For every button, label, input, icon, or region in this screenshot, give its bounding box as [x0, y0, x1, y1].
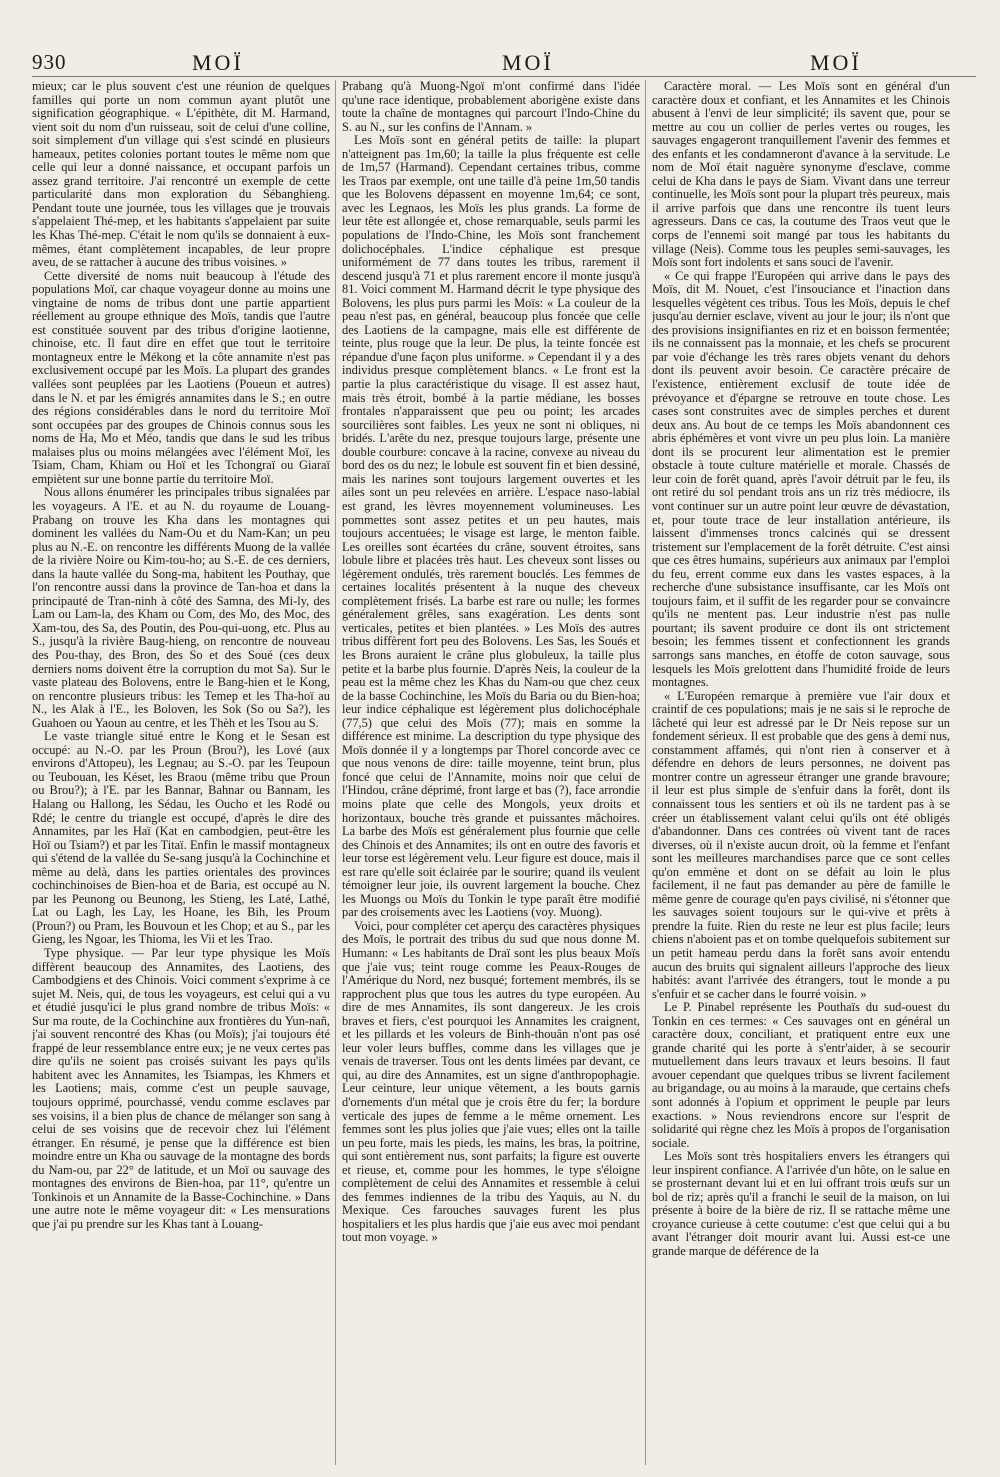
header-rule: [32, 76, 976, 77]
paragraph: Les Moïs sont très hospitaliers envers les étrangers qui leur inspirent confiance. A l'arrivée d'un hôte, on le salue en se prosternant devant lui et en lui offrant trois œufs sur un bol de riz; après qu'il a franchi le seuil de la maison, on lui présente à boire de la bière de riz. Il se rattache même une croyance curieuse à cette coutume: c'est que celui qui a bu avant l'étranger doit mourir avant lui. Aussi est-ce une grande marque de déférence de la: [652, 1149, 950, 1259]
paragraph: Prabang qu'à Muong-Ngoï m'ont confirmé dans l'idée qu'une race identique, probablement aborigène existe dans toute la chaîne de montagnes qui parcourt l'Indo-Chine du S. au N., sur les confins de l'Annam. »: [342, 80, 640, 134]
paragraph: Caractère moral. — Les Moïs sont en général d'un caractère doux et confiant, et les Annamites et les Chinois abusent à l'envi de leur simplicité; ils savent que, pour se mettre au cou un collier de perles vertes ou rouges, les sauvages engageront tranquillement l'avenir des femmes et des enfants et les condamneront d'avance à la servitude. Le nom de Moï était naguère synonyme d'esclave, comme celui de Kha dans le pays de Siam. Vivant dans une terreur continuelle, les Moïs sont pour la plupart très peureux, mais il arrive parfois que dans une rencontre ils tuent leurs agresseurs. Dans ce cas, la coutume des Traos veut que le corps de l'ennemi soit mangé par tous les habitants du village (Neis). Comme tous les peuples semi-sauvages, les Moïs sont fort indolents et sans souci de l'avenir.: [652, 80, 950, 270]
paragraph: « Ce qui frappe l'Européen qui arrive dans le pays des Moïs, dit M. Nouet, c'est l'insouciance et l'inaction dans lesquelles végètent ces tribus. Tous les Moïs, depuis le chef jusqu'au dernier esclave, vivent au jour le jour; ils n'ont que des provisions insignifiantes en riz et en boisson fermentée; ils ne connaissent pas la monnaie, et les chefs se procurent par voie d'échange les très rares objets venant du dehors dont ils peuvent avoir besoin. Ce caractère précaire de l'existence, entièrement exclusif de toute idée de prévoyance et d'épargne se retrouve en toute chose. Les cases sont construites avec de simples perches et durent deux ans. Au bout de ce temps les Moïs abandonnent ces abris éphémères et vont vivre un peu plus loin. La manière dont ils se procurent leur alimentation est le premier obstacle à toute culture matérielle et morale. Chassés de leur coin de forêt quand, après l'avoir détruit par le feu, ils ont retiré du sol pendant trois ans un riz très médiocre, ils vont continuer sur un autre point leur œuvre de dévastation, et, pour toute trace de leur installation antérieure, ils laissent d'immenses troncs calcinés qui se dressent tristement sur l'emplacement de la forêt détruite. C'est ainsi que ces êtres humains, supérieurs aux animaux par l'emploi du feu, errent comme eux dans les vastes espaces, à la recherche d'une subsistance insuffisante, car les Moïs ont toujours faim, et il suffit de les regarder pour se convaincre qu'ils ne mentent pas. Leur industrie n'est pas nulle pourtant; ils savent produire ce dont ils ont strictement besoin; les femmes tissent et confectionnent les grands sarrongs sans manches, en étoffe de coton sauvage, sous lesquels les Moïs grelottent dans l'humidité froide de leurs montagnes.: [652, 268, 950, 690]
paragraph: Le vaste triangle situé entre le Kong et le Sesan est occupé: au N.-O. par les Proun (Brou?), les Lové (aux environs d'Attopeu), les Legnau; au S.-O. par les Teupoun ou Teubouan, les Késet, les Braou (même tribu que Proun ou Brou?); à l'E. par les Bannar, Bahnar ou Bannam, les Halang ou Hallong, les Sédau, les Oucho et les Rodé ou Rdé; le centre du triangle est occupé, d'après le dire des Annamites, par les Haï (Kat en cambodgien, peut-être les Hoï ou Tsiam?) et par les Titaï. Enfin le massif montagneux qui s'étend de la vallée du Se-sang jusqu'à la Cochinchine et même au delà, dans les parties orientales des provinces cochinchinoises de Bien-hoa et de Baria, est occupé au N. par les Peunong ou Beunong, les Stieng, les Laté, Lathé, Lat ou Lagh, les Lay, les Hoane, les Bih, les Proum (Proun?) ou Pram, les Bouvoun et les Chop; et au S., par les Gieng, les Ngoar, les Thioma, les Vii et les Trao.: [32, 729, 330, 947]
paragraph: Les Moïs sont en général petits de taille: la plupart n'atteignent pas 1m,60; la taille la plus fréquente est celle de 1m,57 (Harmand). Cependant certaines tribus, comme les Traos par exemple, ont une taille d'à peine 1m,50 tandis que les Bolovens dépassent en moyenne 1m,64; ce sont, avec les Legnaos, les Moïs les plus grands. La forme de leur tête est allongée et, chose remarquable, seuls parmi les populations de l'Indo-Chine, les Moïs sont franchement dolichocéphales. L'indice céphalique est presque uniformément de 77 dans toutes les tribus, rarement il descend jusqu'à 71 et plus rarement encore il monte jusqu'à 81. Voici comment M. Harmand décrit le type physique des Bolovens, les plus purs parmi les Moïs: « La couleur de la peau n'est pas, en général, beaucoup plus foncée que celle des Laotiens de la campagne, mais elle est différente de teinte, plus rouge que la leur. De plus, la teinte foncée est répandue d'une façon plus uniforme. » Cependant il y a des individus presque complètement blancs. « Le front est la partie la plus caractéristique du visage. Il est assez haut, mais très étroit, bombé à la partie médiane, les bosses frontales n'apparaissent que peu ou point; les arcades sourcilières sont faibles. Les yeux ne sont ni obliques, ni bridés. L'arête du nez, presque toujours large, présente une double courbure: concave à la racine, convexe au niveau du bord des os du nez; le lobule est souvent fin et bien dessiné, mais les narines sont toujours largement ouvertes et les ailes sont un peu relevées en arrière. L'espace naso-labial est grand, les lèvres moyennement volumineuses. Les pommettes sont assez petites et un peu hautes, mais toujours accentuées; le visage est large, le menton faible. Les oreilles sont écartées du crâne, souvent étroites, sans lobule libre et placées très haut. Les cheveux sont lisses ou légèrement ondulés, très rarement bouclés. Les femmes de certaines localités présentent à la nuque des cheveux complètement frisés. La barbe est rare ou nulle; les formes généralement grêles, sans exagération. Les dents sont verticales, petites et bien plantées. » Les Moïs des autres tribus diffèrent fort peu des Bolovens. Les Sas, les Soués et les Brons auraient le crâne plus globuleux, la taille plus petite et la barbe plus fournie. D'après Neis, la couleur de la peau est la même chez les Khas du Nam-ou que chez ceux de la basse Cochinchine, les Moïs du Baria ou du Bien-hoa; leur indice céphalique est légèrement plus dolichocéphale (77,5) que celui des Moïs (77); mais en somme la différence est minime. La description du type physique des Moïs donnée il y a longtemps par Thorel concorde avec ce que nous venons de dire: taille moyenne, teint brun, plus foncé que celui de l'Annamite, moins noir que celui de l'Hindou, crâne déprimé, front large et bas (?), face arrondie moins plate que celle des Mongols, yeux droits et horizontaux, bouche très grande et puissantes mâchoires. La barbe des Moïs est généralement plus fournie que celle des Chinois et des Annamites; ils ont en outre des favoris et leur torse est légèrement velu. Leur figure est douce, mais il est rare qu'elle soit éclairée par le sourire; quand ils veulent témoigner leur joie, ils ouvrent largement la bouche. Chez les Muongs ou Moïs du Tonkin le type paraît être modifié par des croisements avec les Laotiens (voy. Muong).: [342, 133, 640, 920]
page-number: 930: [32, 50, 67, 74]
text-column-1: [32, 80, 330, 1465]
paragraph: Type physique. — Par leur type physique les Moïs diffèrent beaucoup des Annamites, des Laotiens, des Cambodgiens et des Chinois. Voici comment s'exprime à ce sujet M. Neis, qui, de tous les voyageurs, est celui qui a vu et étudié jusqu'ici le plus grand nombre de tribus Moïs: « Sur ma route, de la Cochinchine aux frontières du Yun-nañ, j'ai souvent rencontré des Khas (ou Moïs); j'ai toujours été frappé de leur ressemblance entre eux; je ne veux certes pas dire qu'ils ne soient pas croisés suivant les pays qu'ils habitent avec les Annamites, les Tsiampas, les Khmers et les Laotiens; mais, comme c'est un peuple sauvage, toujours opprimé, pourchassé, vendu comme esclaves par ses voisins, il a bien plus de chance de mélanger son sang à celui de ses voisins que de recevoir chez lui l'élément étranger. En résumé, je pense que la différence est bien moindre entre un Kha ou sauvage de la montagne des bords du Nam-ou, par 22° de latitude, et un Moï ou sauvage des montagnes des environs de Bien-hoa, par 11°, qu'entre un Tonkinois et un Annamite de la Basse-Cochinchine. » Dans une autre note le même voyageur dit: « Les mensurations que j'ai pu prendre sur les Khas tant à Louang-: [32, 946, 330, 1231]
running-head-right: MOÏ: [810, 50, 862, 75]
column-divider: [645, 80, 646, 1465]
paragraph: Cette diversité de noms nuit beaucoup à l'étude des populations Moï, car chaque voyageur donne au moins une vingtaine de noms de tribus dont une partie appartient réellement au groupe ethnique des Moïs, tandis que l'autre est constituée souvent par des tribus d'origine laotienne, chinoise, etc. Il faut dire en effet que tout le territoire montagneux entre le Mékong et la côte annamite n'est pas exclusivement occupé par les Moïs. La plupart des grandes vallées sont peuplées par les Laotiens (Poueun et autres) dans le N. et par les émigrés annamites dans le S.; en outre des régions considérables dans le nord du territoire Moï sont occupées par des groupes de Chinois connus sous les noms de Ha, Mo et Méo, tandis que dans le sud les tribus malaises plus ou moins mélangées avec l'élément Moï, les Tsiam, Cham, Khiam ou Hoï et les Tchongraï ou Giaraï empiètent sur une bonne partie du territoire Moï.: [32, 268, 330, 486]
page-header: [32, 44, 976, 76]
paragraph: mieux; car le plus souvent c'est une réunion de quelques familles qui porte un nom commun ayant plutôt une signification géographique. « L'épithète, dit M. Harmand, vient soit du nom d'un ruisseau, soit de celui d'une colline, soit simplement d'un village qui s'est scindé en plusieurs hameaux, petites colonies portant toutes le même nom que celle qui leur a donné naissance, et occupant parfois un assez grand territoire. J'ai rencontré un exemple de cette particularité dans mon exploration du Sébanghieng. Pendant toute une journée, tous les villages que je trouvais s'appelaient Thé-mep, et les habitants s'appelaient par suite les Khas Thé-mep. C'était le nom qu'ils se donnaient à eux-mêmes, étant complètement incapables, de leur propre aveu, de se rattacher à aucune des tribus voisines. »: [32, 80, 330, 270]
paragraph: Voici, pour compléter cet aperçu des caractères physiques des Moïs, le portrait des tribus du sud que nous donne M. Humann: « Les habitants de Draï sont les plus beaux Moïs que j'aie vus; teint rouge comme les Peaux-Rouges de l'Amérique du Nord, nez busqué; fortement membrés, ils se rapprochent plus que tous les autres du type européen. Au dire de mes Annamites, ils sont dangereux. Je les crois braves et fiers, c'est pourquoi les Annamites les craignent, et les pillards et les voleurs de Binh-thouân n'ont pas osé leur voler leurs buffles, comme dans les villages que je venais de traverser. Tous ont les dents limées par devant, ce qui, au dire des Annamites, est un signe d'anthropophagie. Leur ceinture, leur unique vêtement, a les bouts garnis d'ornements d'un métal que je crois être du fer; la bordure verticale des jupes de femme a le même ornement. Les femmes sont les plus jolies que j'aie vues; elles ont la taille un peu forte, mais les pieds, les mains, les bras, la poitrine, qui sont entièrement nus, sont parfaits; la figure est ouverte et rieuse, et, comme pour les hommes, le type s'éloigne complètement de celui des Annamites et ressemble à celui des femmes indiennes de la tribu des Yaquis, au N. du Mexique. Ces farouches sauvages furent les plus hospitaliers et les plus hardis que j'aie eus avec moi pendant tout mon voyage. »: [342, 918, 640, 1245]
paragraph: Le P. Pinabel représente les Pouthaïs du sud-ouest du Tonkin en ces termes: « Ces sauvages ont en général un caractère doux, conciliant, et pratiquent entre eux une grande charité qui les porte à s'entr'aider, à se secourir mutuellement dans leurs travaux et leurs besoins. Il faut avouer cependant que quelques tribus se livrent facilement au brigandage, ou au moins à la maraude, que certains chefs sont adonnés à l'opium et oppriment le peuple par leurs exactions. » Nous reviendrons encore sur l'esprit de solidarité qui règne chez les Moïs à propos de l'organisation sociale.: [652, 1000, 950, 1150]
paragraph: Nous allons énumérer les principales tribus signalées par les voyageurs. A l'E. et au N. du royaume de Louang-Prabang on trouve les Kha dans les montagnes qui dominent les vallées du Nam-Ou et du Nam-Kan; un peu plus au N.-E. on rencontre les différents Muong de la vallée de la rivière Noire ou Kim-tou-ho; au S.-E. de ces derniers, dans la haute vallée du Song-ma, habitent les Pouthay, que l'on rencontre aussi dans la province de Tan-hoa et dans la principauté de Tran-ninh à côté des Samna, des Mi-ly, des Lam ou Lam-la, des Kham ou Com, des Mo, des Moc, des Xam-tou, des Sa, des Poutin, des Pou-qui-uong, etc. Plus au S., jusqu'à la rivière Baug-hieng, on rencontre de nouveau des Pou-thay, des Bron, des So et des Soué (ces deux derniers noms doivent être la corruption du mot Sa). Sur le vaste plateau des Bolovens, entre le Bang-hien et le Kong, on rencontre plusieurs tribus: les Temep et les Tha-hoï au N., les Alak à l'E., les Boloven, les Sok (So ou Sa?), les Guahoen ou Yaoun au centre, et les Thèh et les Tsou au S.: [32, 485, 330, 730]
running-head-center: MOÏ: [502, 50, 554, 75]
text-column-3: [652, 80, 950, 1465]
column-divider: [335, 80, 336, 1465]
text-column-2: [342, 80, 640, 1465]
paragraph: « L'Européen remarque à première vue l'air doux et craintif de ces populations; mais je ne sais si le reproche de lâcheté qui leur est adressé par le Dr Neis repose sur un fondement sérieux. Il est probable que des gens à demi nus, constamment affamés, qui n'ont rien à conserver et à défendre en dehors de leurs personnes, ne doivent pas montrer contre un agresseur étranger une grande bravoure; il leur est plus simple de s'enfuir dans la forêt, dont ils connaissent tous les sentiers et où ils ne tardent pas à se créer un établissement valant celui qu'ils ont été obligés d'abandonner. Dans ces contrées où vivent tant de races diverses, où il n'existe aucun droit, où la femme et l'enfant sont les meilleures marchandises parce que ce sont celles qu'on emmène et dont on se défait au loin le plus facilement, il ne faut pas demander au père de famille le même genre de courage qu'en pays civilisé, ni s'étonner que les sauvages soient toujours sur le qui-vive et prêts à prendre la fuite. Rien du reste ne leur est plus facile; leurs chiens n'aboient pas et on tombe quelquefois subitement sur un petit hameau perdu dans la forêt sans avoir entendu aucun des bruits qui signalent ailleurs l'approche des lieux habités: avant l'arrivée des étrangers, tout le monde a pu s'enfuir et se cacher dans le fourré voisin. »: [652, 688, 950, 1001]
running-head-left: MOÏ: [192, 50, 244, 75]
